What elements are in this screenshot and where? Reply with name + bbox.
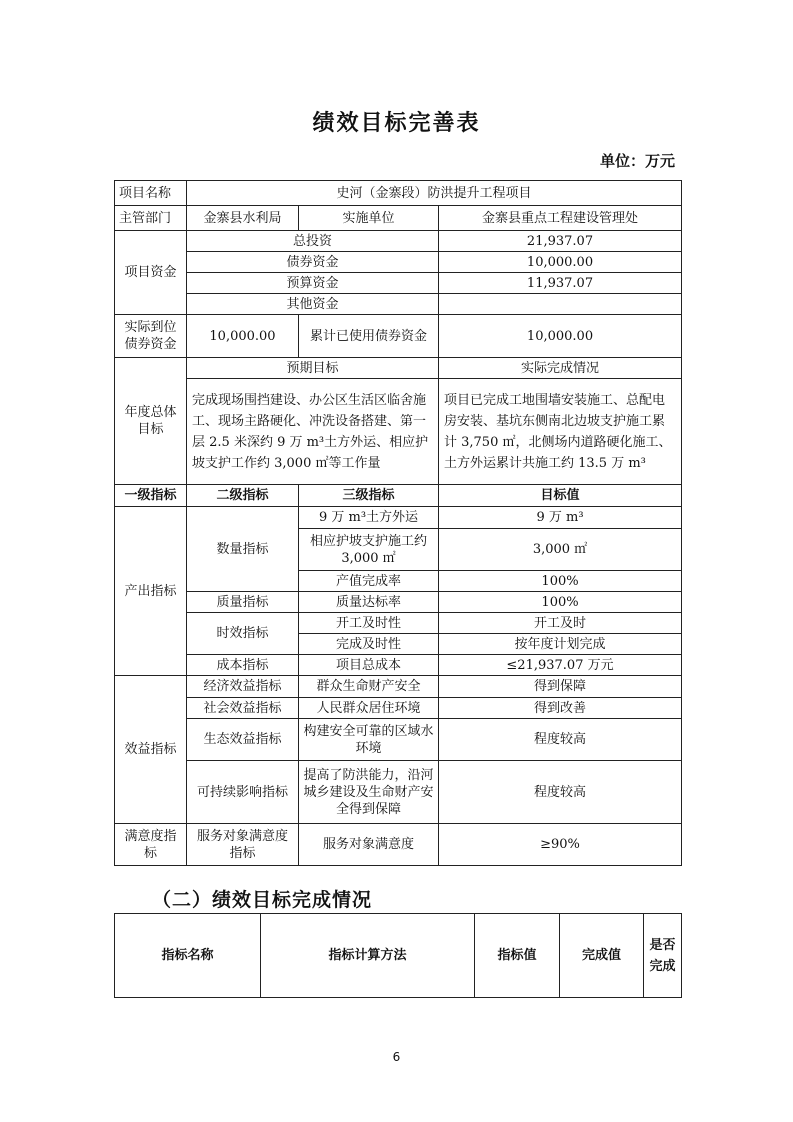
dept-value: 金寨县水利局 — [187, 206, 299, 231]
indicator-value: 按年度计划完成 — [439, 634, 682, 655]
level2-indicator: 经济效益指标 — [187, 676, 299, 698]
indicator-value: 得到改善 — [439, 698, 682, 719]
level1-header: 一级指标 — [115, 485, 187, 507]
expected-goal-text: 完成现场围挡建设、办公区生活区临舍施工、现场主路硬化、冲洗设备搭建、第一层 2.5 米深约 9 万 m³土方外运、相应护坡支护工作约 3,000 ㎡等工作量 — [187, 379, 439, 485]
indicator-name: 构建安全可靠的区域水环境 — [299, 719, 439, 761]
expected-goal-header: 预期目标 — [187, 358, 439, 379]
col-indicator-value: 指标值 — [475, 914, 560, 998]
indicator-value: 9 万 m³ — [439, 507, 682, 529]
indicator-value: 得到保障 — [439, 676, 682, 698]
actual-bond-label: 实际到位债券资金 — [115, 315, 187, 358]
actual-completion-header: 实际完成情况 — [439, 358, 682, 379]
project-name: 史河（金寨段）防洪提升工程项目 — [187, 181, 682, 206]
indicator-value: 程度较高 — [439, 761, 682, 824]
fund-name: 其他资金 — [187, 294, 439, 315]
performance-target-table — [114, 180, 682, 866]
level2-indicator: 生态效益指标 — [187, 719, 299, 761]
indicator-name: 群众生命财产安全 — [299, 676, 439, 698]
indicator-value: ≥90% — [439, 824, 682, 866]
indicator-name: 质量达标率 — [299, 592, 439, 613]
indicator-value: 100% — [439, 592, 682, 613]
completion-table — [114, 913, 682, 998]
page-number: 6 — [392, 1050, 401, 1064]
satisfaction-indicator-label: 满意度指标 — [115, 824, 187, 866]
fund-value: 21,937.07 — [439, 231, 682, 252]
annual-goal-label: 年度总体目标 — [115, 358, 187, 485]
level2-indicator: 社会效益指标 — [187, 698, 299, 719]
indicator-value: 程度较高 — [439, 719, 682, 761]
used-bond-label: 累计已使用债券资金 — [299, 315, 439, 358]
fund-value — [439, 294, 682, 315]
fund-name: 债券资金 — [187, 252, 439, 273]
timeliness-indicator: 时效指标 — [187, 613, 299, 655]
level3-header: 三级指标 — [299, 485, 439, 507]
cost-indicator: 成本指标 — [187, 655, 299, 676]
level2-indicator: 可持续影响指标 — [187, 761, 299, 824]
indicator-value: 100% — [439, 571, 682, 592]
impl-unit-value: 金寨县重点工程建设管理处 — [439, 206, 682, 231]
indicator-name: 9 万 m³土方外运 — [299, 507, 439, 529]
actual-bond-value: 10,000.00 — [187, 315, 299, 358]
indicator-name: 产值完成率 — [299, 571, 439, 592]
project-name-label: 项目名称 — [115, 181, 187, 206]
quantity-indicator: 数量指标 — [187, 507, 299, 592]
indicator-name: 开工及时性 — [299, 613, 439, 634]
indicator-value: 开工及时 — [439, 613, 682, 634]
indicator-value: ≤21,937.07 万元 — [439, 655, 682, 676]
indicator-name: 完成及时性 — [299, 634, 439, 655]
fund-name: 预算资金 — [187, 273, 439, 294]
indicator-value: 3,000 ㎡ — [439, 529, 682, 571]
fund-name: 总投资 — [187, 231, 439, 252]
indicator-name: 项目总成本 — [299, 655, 439, 676]
fund-value: 11,937.07 — [439, 273, 682, 294]
used-bond-value: 10,000.00 — [439, 315, 682, 358]
indicator-name: 服务对象满意度 — [299, 824, 439, 866]
indicator-name: 提高了防洪能力，沿河城乡建设及生命财产安全得到保障 — [299, 761, 439, 824]
indicator-name: 相应护坡支护施工约 3,000 ㎡ — [299, 529, 439, 571]
col-indicator-name: 指标名称 — [115, 914, 261, 998]
unit-label: 单位：万元 — [599, 152, 675, 170]
section-heading: （二）绩效目标完成情况 — [152, 889, 373, 911]
page-title: 绩效目标完善表 — [312, 111, 481, 136]
output-indicator-label: 产出指标 — [115, 507, 187, 676]
fund-value: 10,000.00 — [439, 252, 682, 273]
benefit-indicator-label: 效益指标 — [115, 676, 187, 824]
indicator-name: 人民群众居住环境 — [299, 698, 439, 719]
col-calc-method: 指标计算方法 — [261, 914, 475, 998]
col-completion-value: 完成值 — [560, 914, 644, 998]
quality-indicator: 质量指标 — [187, 592, 299, 613]
target-header: 目标值 — [439, 485, 682, 507]
funds-label: 项目资金 — [115, 231, 187, 315]
level2-header: 二级指标 — [187, 485, 299, 507]
impl-unit-label: 实施单位 — [299, 206, 439, 231]
dept-label: 主管部门 — [115, 206, 187, 231]
col-is-completed: 是否完成 — [644, 914, 682, 998]
actual-completion-text: 项目已完成工地围墙安装施工、总配电房安装、基坑东侧南北边坡支护施工累计 3,750 ㎡，北侧场内道路硬化施工、土方外运累计共施工约 13.5 万 m³ — [439, 379, 682, 485]
level2-indicator: 服务对象满意度指标 — [187, 824, 299, 866]
